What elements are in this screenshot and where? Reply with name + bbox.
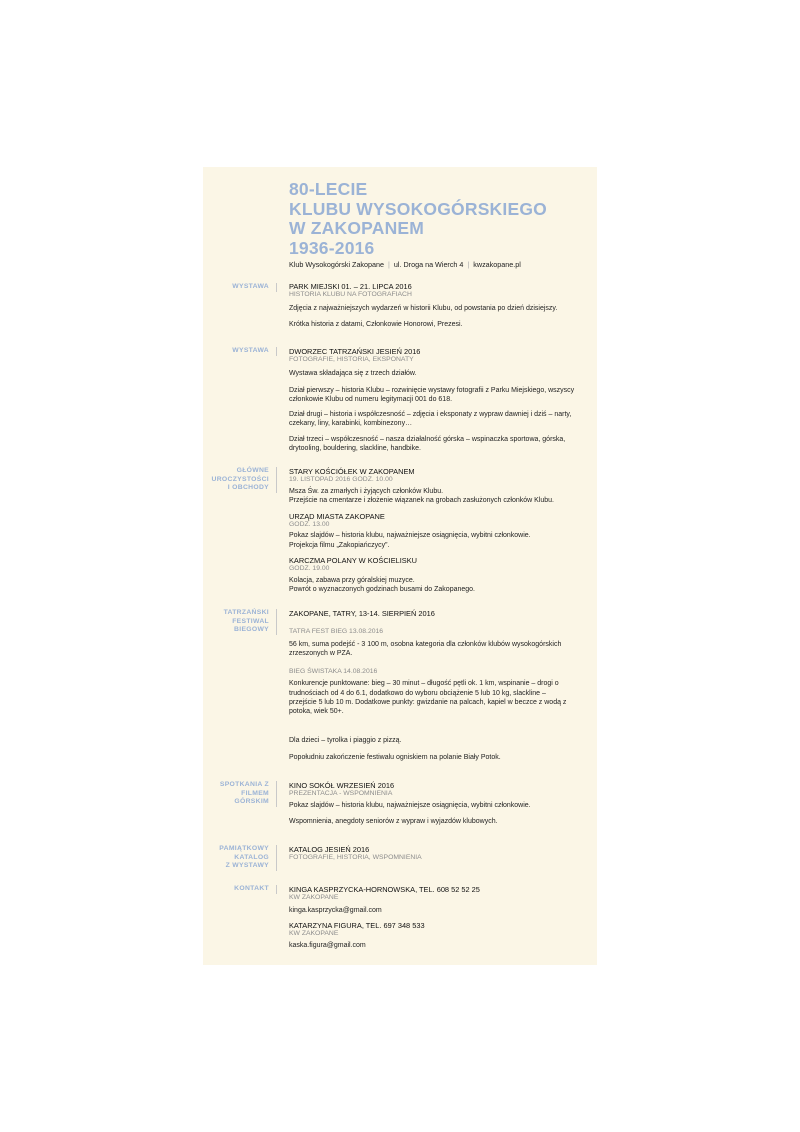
contact-email[interactable]: kinga.kasprzycka@gmail.com xyxy=(289,906,382,914)
paragraph: Dział trzeci – współczesność – nasza działalność górska – wspinaczka sportowa, górska, drytooling, bouldering, slackline, handbike. xyxy=(289,435,566,452)
paragraph: Krótka historia z datami, Członkowie Honorowi, Prezesi. xyxy=(289,320,463,328)
contact-name: KINGA KASPRZYCKA-HORNOWSKA, TEL. 608 52 52 25 xyxy=(289,885,480,894)
paragraph: Wspomnienia, anegdoty seniorów z wypraw i wyjazdów klubowych. xyxy=(289,817,498,825)
section-label-wystawa: WYSTAWA xyxy=(232,347,277,356)
section-running-festival xyxy=(289,609,579,763)
contact-name: KATARZYNA FIGURA, TEL. 697 348 533 xyxy=(289,920,425,930)
section-label-films: SPOTKANIA Z FILMEM GÓRSKIM xyxy=(220,781,277,807)
section-subheading: PREZENTACJA - WSPOMNIENIA xyxy=(289,790,393,797)
section-heading: KARCZMA POLANY W KOŚCIELISKU xyxy=(289,556,418,566)
poster-title xyxy=(289,180,547,258)
paragraph: Pokaz slajdów – historia klubu, najważniejsze osiągnięcia, wybitni członkowie. Projekcja filmu „Zakopiańczycy”. xyxy=(289,532,531,549)
section-subheading: FOTOGRAFIE, HISTORIA, EKSPONATY xyxy=(289,356,414,363)
club-address: ul. Droga na Wierch 4 xyxy=(393,260,464,269)
section-label-ceremonies: GŁÓWNE UROCZYSTOŚCI I OBCHODY xyxy=(212,467,277,493)
paragraph: Wystawa składająca się z trzech działów. xyxy=(289,369,417,377)
section-label-festival: TATRZAŃSKI FESTIWAL BIEGOWY xyxy=(224,609,277,635)
paragraph: 56 km, suma podejść - 3 100 m, osobna kategoria dla członków klubów wysokogórskich zrzeszonych w PZA. xyxy=(289,640,562,657)
section-ceremonies xyxy=(289,467,579,595)
section-catalog xyxy=(289,845,579,863)
paragraph: Dział drugi – historia i współczesność – zdjęcia i eksponaty z wypraw dawniej i dziś – narty, czekany, liny, karabinki, kombinezony… xyxy=(289,411,572,428)
section-exhibition-park xyxy=(289,282,579,329)
section-label-wystawa: WYSTAWA xyxy=(232,283,277,292)
section-subheading: HISTORIA KLUBU NA FOTOGRAFIACH xyxy=(289,291,412,298)
section-subheading: FOTOGRAFIE, HISTORIA, WSPOMNIENIA xyxy=(289,854,422,861)
section-heading: ZAKOPANE, TATRY, 13-14. SIERPIEŃ 2016 xyxy=(289,609,435,618)
paragraph: Kolacja, zabawa przy góralskiej muzyce. Powrót o wyznaczonych godzinach busami do Zakopanego. xyxy=(289,576,475,594)
paragraph: Popołudniu zakończenie festiwalu ogniskiem na polanie Biały Potok. xyxy=(289,754,501,762)
section-film-meetings xyxy=(289,781,579,826)
section-subheading: GODZ. 19.00 xyxy=(289,565,330,573)
section-label-catalog: PAMIĄTKOWY KATALOG Z WYSTAWY xyxy=(219,845,277,871)
separator: | xyxy=(388,260,390,269)
title-line: 1936-2016 xyxy=(289,237,375,258)
contact-email[interactable]: kaska.figura@gmail.com xyxy=(289,942,366,950)
club-name: Klub Wysokogórski Zakopane xyxy=(289,260,385,269)
section-subheading: BIEG ŚWISTAKA 14.08.2016 xyxy=(289,667,378,675)
title-line: KLUBU WYSOKOGÓRSKIEGO xyxy=(289,198,547,219)
section-heading: DWORZEC TATRZAŃSKI JESIEŃ 2016 xyxy=(289,347,421,356)
section-heading: KINO SOKÓŁ WRZESIEŃ 2016 xyxy=(289,781,395,790)
section-heading: URZĄD MIASTA ZAKOPANE xyxy=(289,511,385,521)
section-label-contact: KONTAKT xyxy=(234,885,277,894)
club-info-line xyxy=(289,260,521,269)
contact-org: KW ZAKOPANE xyxy=(289,894,339,901)
section-subheading: 19. LISTOPAD 2016 GODZ. 10.00 xyxy=(289,476,393,483)
title-line: W ZAKOPANEM xyxy=(289,218,425,238)
paragraph: Msza Św. za zmarłych i żyjących członków Klubu. Przejście na cmentarze i złożenie wiązanek na grobach zasłużonych członków Klubu. xyxy=(289,487,554,505)
paragraph: Konkurencje punktowane: bieg – 30 minut – długość pętli ok. 1 km, wspinanie – drogi o trudnościach od 4 do 6.1, dodatkowo do wyboru obciążenie 5 lub 10 kg, slackline – przejście 5 lub 10 m. Dodatkowe punkty: gwizdanie na palcach, kapiel w beczce z wodą z potoka, wiek 50+. xyxy=(289,680,567,716)
section-exhibition-station xyxy=(289,347,579,453)
section-contact xyxy=(289,885,579,950)
section-heading: PARK MIEJSKI 01. – 21. LIPCA 2016 xyxy=(289,282,412,291)
section-subheading: GODZ. 13.00 xyxy=(289,520,330,528)
separator: | xyxy=(467,260,470,269)
paragraph: Zdjęcia z najważniejszych wydarzeń w historii Klubu, od powstania po dzień dzisiejszy. xyxy=(289,304,558,312)
paragraph: Dla dzieci – tyrolka i piaggio z pizzą. xyxy=(289,737,402,745)
section-subheading: TATRA FEST BIEG 13.08.2016 xyxy=(289,628,384,635)
paragraph: Pokaz slajdów – historia klubu, najważniejsze osiągnięcia, wybitni członkowie. xyxy=(289,801,531,809)
club-website[interactable]: kwzakopane.pl xyxy=(473,260,521,269)
section-heading: STARY KOŚCIÓŁEK W ZAKOPANEM xyxy=(289,467,415,476)
contact-org: KW ZAKOPANE xyxy=(289,929,339,937)
paragraph: Dział pierwszy – historia Klubu – rozwinięcie wystawy fotografii z Parku Miejskiego, wszyscy członkowie Klubu od numeru legitymacji 001 do 618. xyxy=(289,386,575,403)
section-heading: KATALOG JESIEŃ 2016 xyxy=(289,845,370,854)
title-line: 80-LECIE xyxy=(289,179,368,199)
